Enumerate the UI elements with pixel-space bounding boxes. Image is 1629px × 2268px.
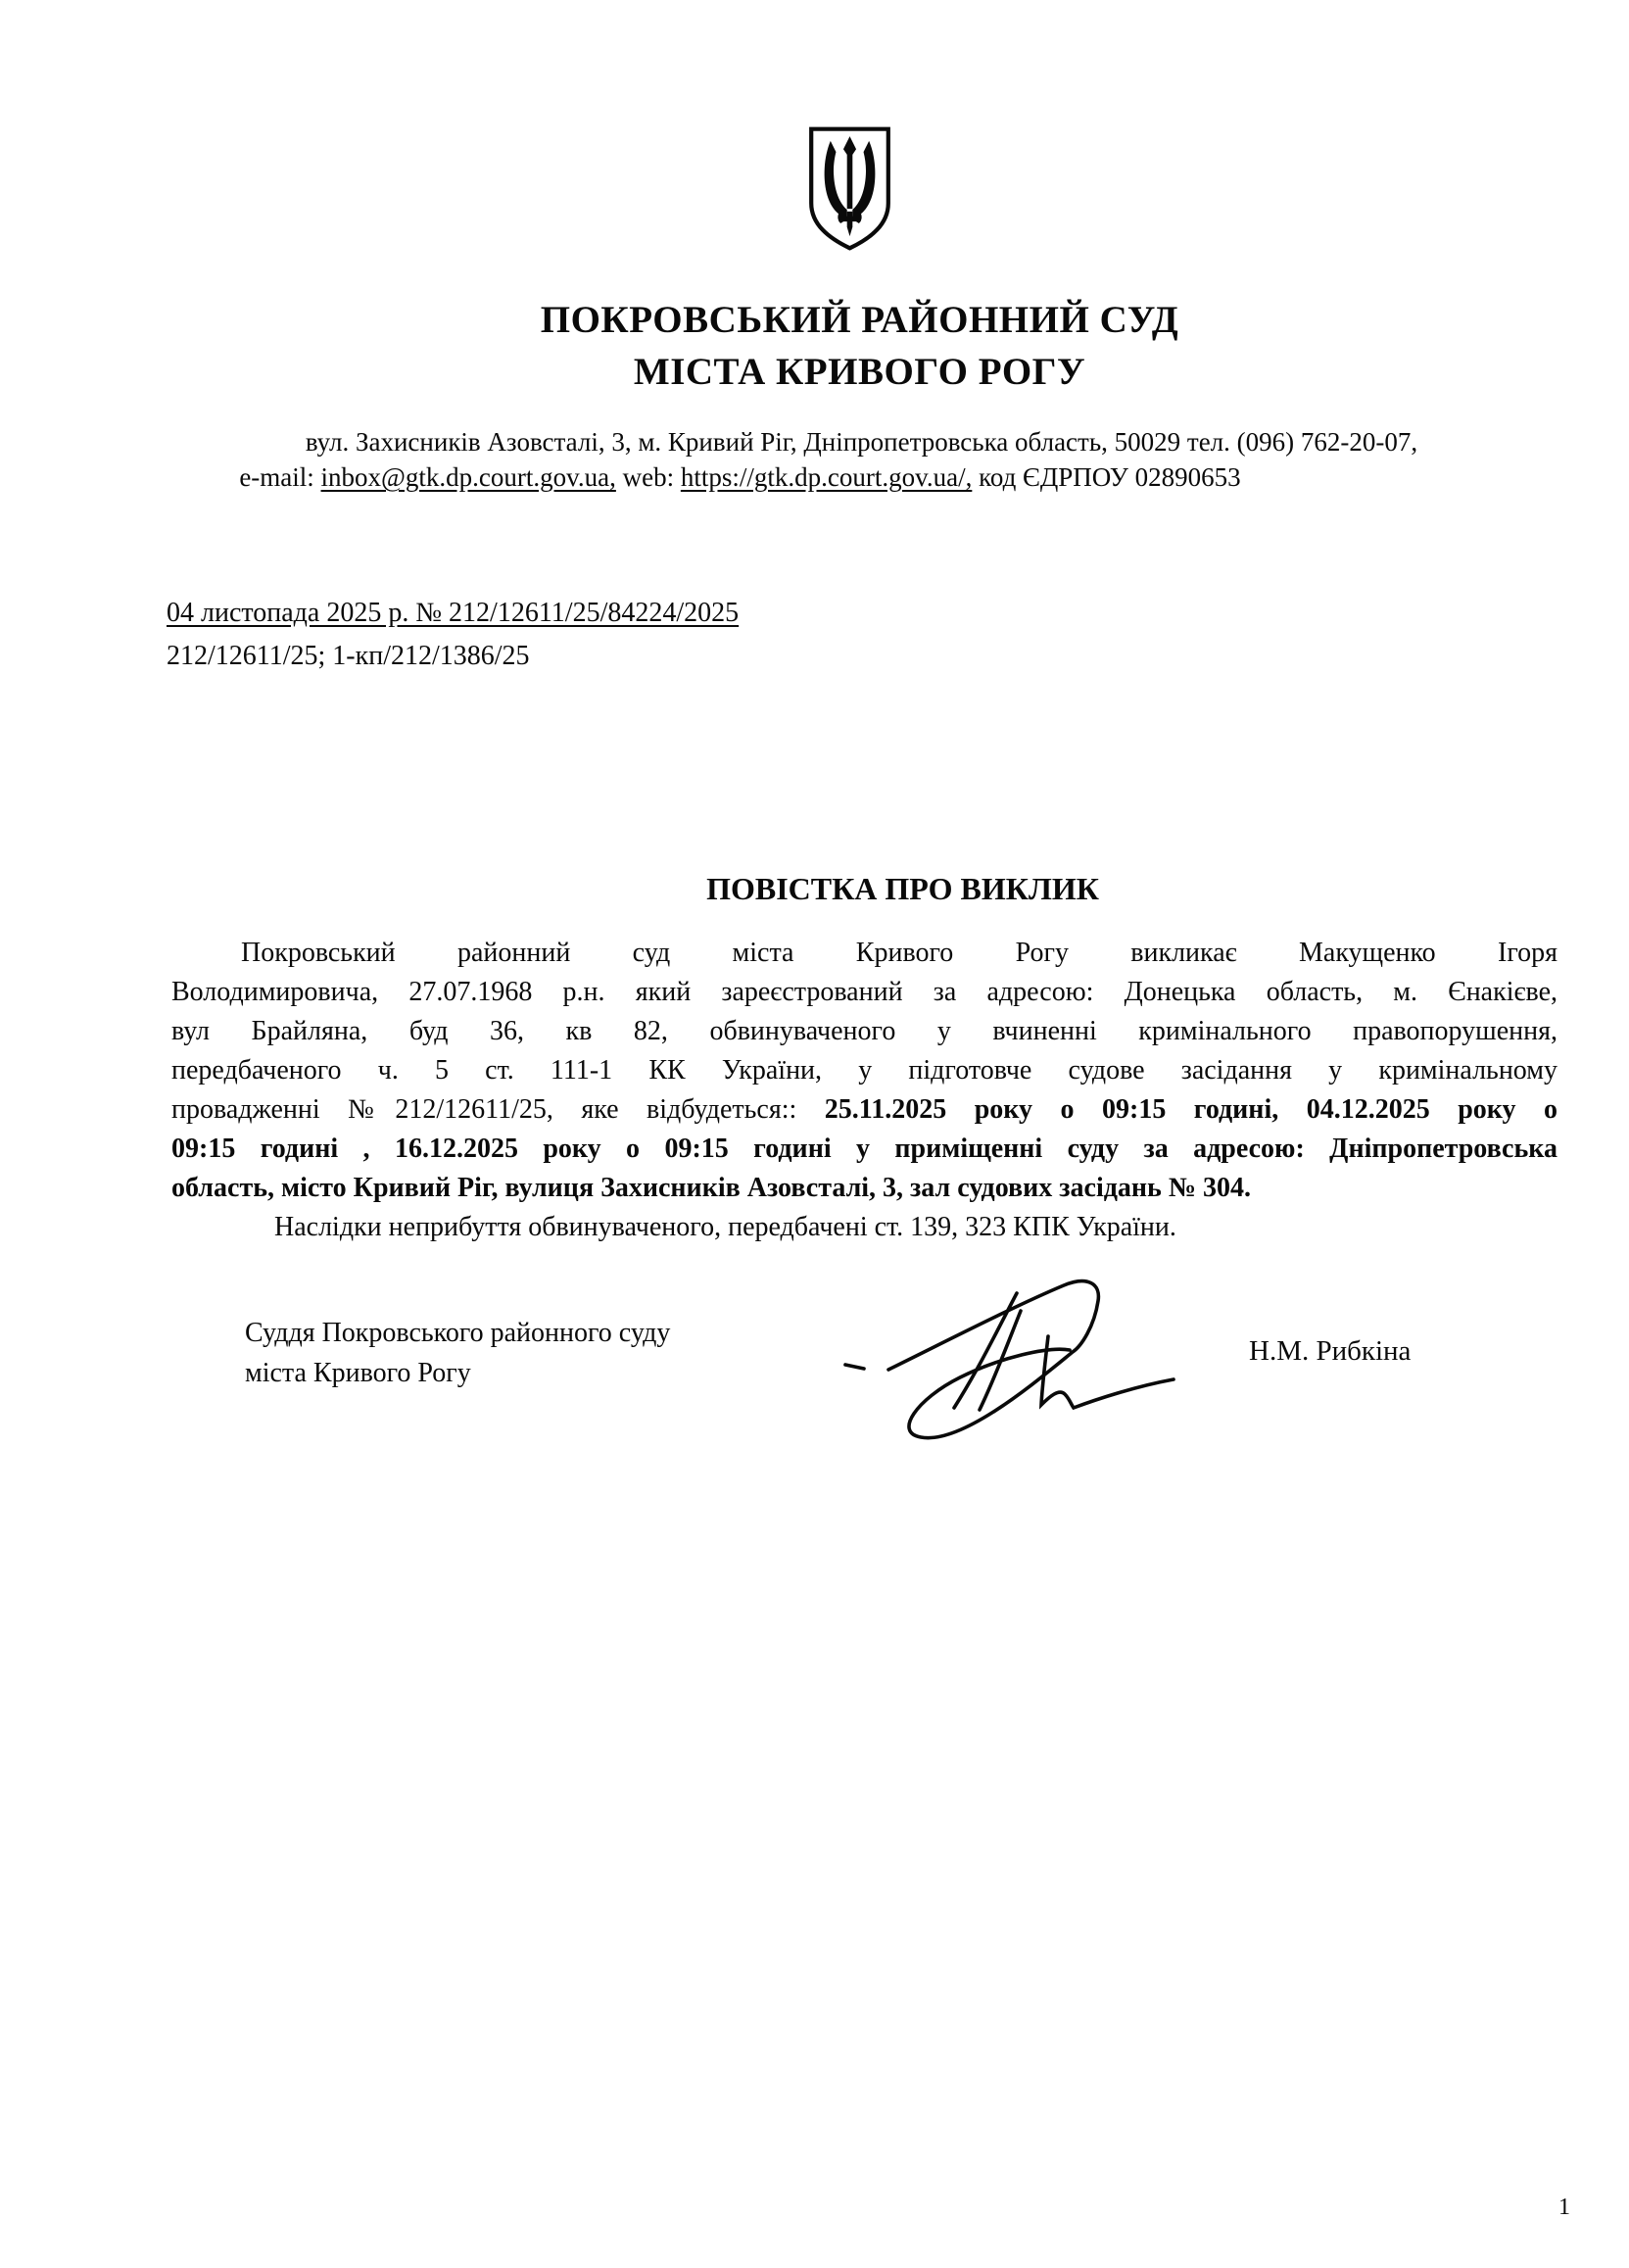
body-line: Володимировича, 27.07.1968 р.н. який зареєстрований за адресою: Донецька область, м. Єнакієве,	[171, 977, 1557, 1007]
judge-role-line1: Суддя Покровського районного суду	[245, 1318, 671, 1348]
court-address-line	[0, 427, 1629, 458]
reference-block	[167, 592, 739, 678]
judge-role-line2: міста Кривого Рогу	[245, 1358, 471, 1388]
case-numbers: 212/12611/25; 1-кп/212/1386/25	[167, 641, 530, 671]
ukraine-trident-emblem-icon	[801, 124, 898, 253]
body-line: передбаченого ч. 5 ст. 111-1 КК України, у підготовче судове засідання у кримінальному	[171, 1055, 1557, 1086]
outgoing-date-number: 04 листопада 2025 р. № 212/12611/25/84224/2025	[167, 598, 740, 628]
judge-signature-icon	[840, 1274, 1178, 1448]
court-contacts-line	[0, 462, 1629, 493]
body-line: 09:15 годині , 16.12.2025 року о 09:15 годині у приміщенні суду за адресою: Дніпропетровська	[171, 1134, 1557, 1164]
body-line: Покровський районний суд міста Кривого Рогу викликає Макущенко Ігоря	[241, 938, 1557, 968]
summons-body	[171, 934, 1557, 1247]
edrpou-code: код ЄДРПОУ 02890653	[972, 462, 1241, 492]
court-address-text: вул. Захисників Азовсталі, 3, м. Кривий Ріг, Дніпропетровська область, 50029 тел. (096) 762-20-07,	[305, 427, 1418, 457]
document-title: ПОВІСТКА ПРО ВИКЛИК	[706, 871, 1099, 906]
judge-role	[245, 1313, 670, 1393]
web-label: web:	[615, 462, 681, 492]
email-label: e-mail:	[239, 462, 321, 492]
judge-name: Н.М. Рибкіна	[1249, 1335, 1412, 1367]
consequences-line: Наслідки неприбуття обвинуваченого, передбачені ст. 139, 323 КПК України.	[274, 1212, 1176, 1242]
page-number: 1	[1558, 2195, 1570, 2220]
email-address: inbox@gtk.dp.court.gov.ua,	[320, 462, 616, 492]
court-name	[0, 294, 1629, 398]
body-line: вул Брайляна, буд 36, кв 82, обвинуваченого у вчиненні кримінального правопорушення,	[171, 1016, 1557, 1046]
body-line: провадженні №212/12611/25, яке відбудеться:: 25.11.2025 року о 09:15 годині, 04.12.2025 року о	[171, 1094, 1557, 1125]
court-name-line2: МІСТА КРИВОГО РОГУ	[633, 351, 1086, 393]
court-name-line1: ПОКРОВСЬКИЙ РАЙОННИЙ СУД	[540, 299, 1179, 341]
body-line: область, місто Кривий Ріг, вулиця Захисників Азовсталі, 3, зал судових засідань № 304.	[171, 1173, 1251, 1203]
web-address: https://gtk.dp.court.gov.ua/,	[680, 462, 973, 492]
